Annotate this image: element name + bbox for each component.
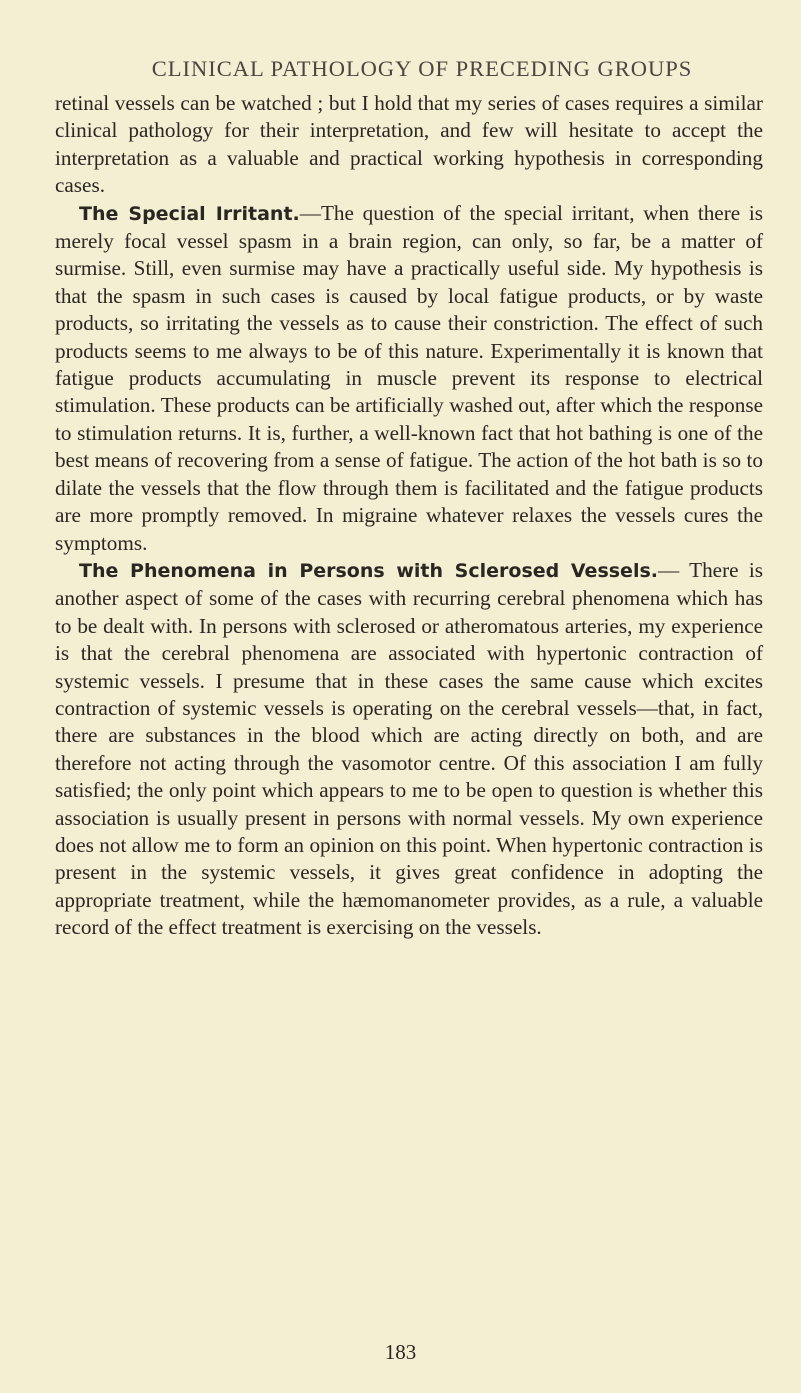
paragraph-2: [55, 200, 763, 557]
section-heading-sclerosed-vessels: The Phenomena in Persons with Sclerosed Vessels.: [79, 559, 658, 582]
page-number: 183: [384, 1340, 417, 1364]
running-head: CLINICAL PATHOLOGY OF PRECEDING GROUPS: [151, 56, 693, 81]
paragraph-3-text: — There is another aspect of some of the cases with recurring cerebral phenomena which has to be dealt with. In persons with sclerosed or atheromatous arteries, my experience is that the cerebral phenomena are associated with hypertonic contraction of systemic vessels. I presume that in these cases the same cause which excites contraction of systemic vessels is operating on the cerebral vessels—that, in fact, there are substances in the blood which are acting directly on both, and are therefore not acting through the vasomotor centre. Of this association I am fully satisfied; the only point which appears to me to be open to question is whether this association is usually present in persons with normal vessels. My own experience does not allow me to form an opinion on this point. When hypertonic contraction is present in the systemic vessels, it gives great confidence in adopting the appropriate treatment, while the hæmomanometer provides, as a rule, a valuable record of the effect treatment is exercising on the vessels.: [55, 557, 764, 940]
paragraph-1: [55, 90, 763, 200]
paragraph-2-text: —The question of the special irritant, when there is merely focal vessel spasm in a brain region, can only, so far, be a matter of surmise. Still, even surmise may have a practically useful side. My hypothesis is that the spasm in such cases is caused by local fatigue products, or by waste products, so irritating the vessels as to cause their constriction. The effect of such products seems to me always to be of this nature. Experimentally it is known that fatigue products accumulating in muscle prevent its response to electrical stimulation. These products can be artificially washed out, after which the response to stimulation returns. It is, further, a well-known fact that hot bathing is one of the best means of recovering from a sense of fatigue. The action of the hot bath is so to dilate the vessels that the flow through them is facilitated and the fatigue products are more promptly removed. In migraine whatever relaxes the vessels cures the symptoms.: [55, 200, 764, 555]
body-text: [55, 90, 763, 942]
paragraph-3: [55, 557, 763, 942]
paragraph-1-text: retinal vessels can be watched ; but I hold that my series of cases requires a similar clinical pathology for their interpretation, and few will hesitate to accept the interpretation as a valuable and practical working hypothesis in corresponding cases.: [55, 91, 763, 198]
section-heading-special-irritant: The Special Irritant.: [79, 202, 300, 225]
